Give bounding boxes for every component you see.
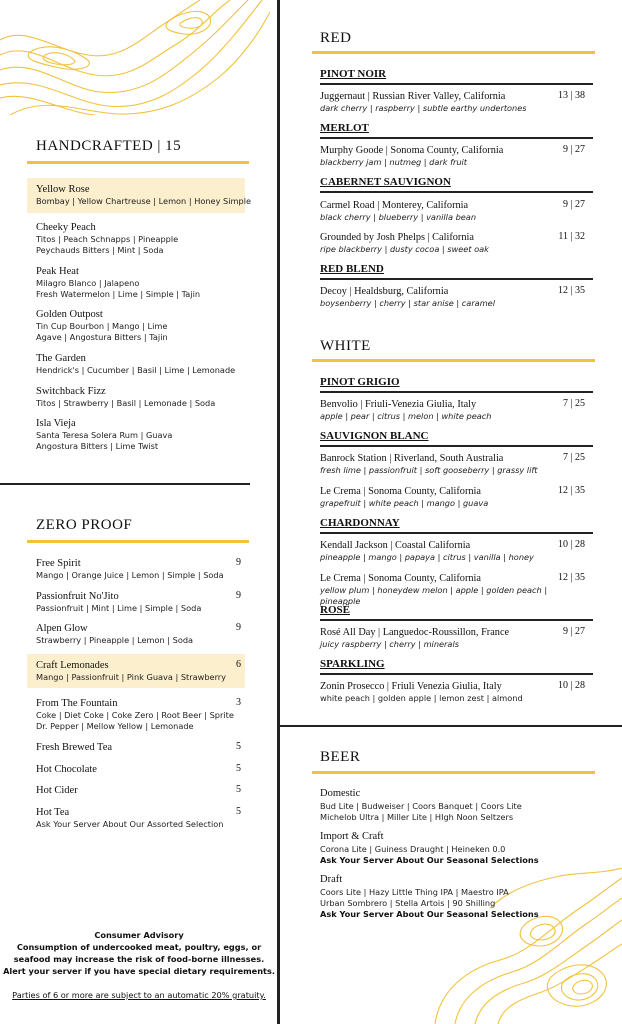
- beer-list: Bud Lite | Budweiser | Coors Banquet | Coors Lite: [320, 801, 522, 811]
- left-divider: [0, 483, 250, 485]
- zp-passionfruit-nojito: [36, 590, 241, 614]
- category-pinot-grigio: PINOT GRIGIO: [320, 376, 593, 393]
- wine-price: 9 | 27: [562, 626, 585, 637]
- wine-name: Zonin Prosecco | Friuli Venezia Giulia, Italy: [320, 681, 502, 692]
- cocktail-desc: Fresh Watermelon | Lime | Simple | Tajin: [36, 289, 201, 299]
- zero-proof-gold-bar: [27, 540, 249, 543]
- zp-free-spirit: [36, 557, 241, 581]
- zp-name: Hot Tea: [36, 807, 70, 818]
- zp-price: 5: [236, 763, 241, 774]
- advisory-line: Consumption of undercooked meat, poultry, eggs, or: [16, 942, 262, 952]
- wine-name: Murphy Goode | Sonoma County, California: [320, 145, 504, 156]
- beer-group-name: Import & Craft: [320, 831, 384, 842]
- wine-notes: black cherry | blueberry | vanilla bean: [320, 212, 477, 222]
- beer-title: BEER: [320, 749, 361, 765]
- beer-group-name: Domestic: [320, 788, 361, 799]
- wine-price: 7 | 25: [562, 452, 585, 463]
- wine-row: [320, 680, 585, 704]
- category-merlot: MERLOT: [320, 122, 593, 139]
- cocktail-name: Cheeky Peach: [36, 222, 96, 233]
- topo-decoration-top: [0, 0, 270, 115]
- handcrafted-gold-bar: [27, 161, 249, 164]
- cocktail-isla-vieja: [36, 417, 172, 452]
- zp-name: Passionfruit No'Jito: [36, 591, 119, 602]
- wine-row: [320, 90, 585, 114]
- zp-hot-chocolate: [36, 763, 241, 776]
- right-column: [280, 0, 622, 1024]
- cocktail-desc: Peychauds Bitters | Mint | Soda: [36, 245, 164, 255]
- wine-row: [320, 199, 585, 223]
- zp-name: Hot Cider: [36, 785, 78, 796]
- zp-price: 6: [236, 659, 241, 670]
- zp-fresh-brewed-tea: [36, 741, 241, 754]
- beer-note: Ask Your Server About Our Seasonal Selections: [320, 909, 539, 919]
- category-pinot-noir: PINOT NOIR: [320, 68, 593, 85]
- right-divider: [280, 725, 622, 727]
- wine-row: [320, 539, 585, 563]
- cocktail-desc: Hendrick's | Cucumber | Basil | Lime | Lemonade: [36, 365, 236, 375]
- wine-notes: grapefruit | white peach | mango | guava: [320, 498, 489, 508]
- cocktail-desc: Angostura Bitters | Lime Twist: [36, 441, 159, 451]
- cocktail-the-garden: [36, 352, 235, 376]
- wine-notes: boysenberry | cherry | star anise | caramel: [320, 298, 495, 308]
- cocktail-yellow-rose: [36, 183, 251, 207]
- wine-name: Le Crema | Sonoma County, California: [320, 486, 481, 497]
- wine-row: [320, 572, 585, 607]
- category-sauvignon-blanc: SAUVIGNON BLANC: [320, 430, 593, 447]
- red-title: RED: [320, 30, 352, 46]
- wine-notes: apple | pear | citrus | melon | white peach: [320, 411, 492, 421]
- wine-notes: yellow plum | honeydew melon | apple | golden peach | pineapple: [320, 585, 548, 606]
- wine-row: [320, 485, 585, 509]
- wine-row: [320, 626, 585, 650]
- white-title: WHITE: [320, 338, 371, 354]
- wine-price: 11 | 32: [558, 231, 585, 242]
- wine-name: Grounded by Josh Phelps | California: [320, 232, 474, 243]
- cocktail-name: Switchback Fizz: [36, 386, 106, 397]
- zp-hot-cider: [36, 784, 241, 797]
- cocktail-desc: Agave | Angostura Bitters | Tajin: [36, 332, 168, 342]
- wine-price: 9 | 27: [562, 199, 585, 210]
- zp-desc: Coke | Diet Coke | Coke Zero | Root Beer | Sprite: [36, 710, 234, 720]
- wine-price: 10 | 28: [557, 680, 585, 691]
- category-rose: ROSÉ: [320, 604, 593, 621]
- category-cabernet-sauvignon: CABERNET SAUVIGNON: [320, 176, 593, 193]
- cocktail-switchback-fizz: [36, 385, 215, 409]
- cocktail-name: The Garden: [36, 353, 86, 364]
- wine-name: Kendall Jackson | Coastal California: [320, 540, 471, 551]
- zp-price: 9: [236, 590, 241, 601]
- cocktail-desc: Titos | Peach Schnapps | Pineapple: [36, 234, 179, 244]
- wine-name: Benvolio | Friuli-Venezia Giulia, Italy: [320, 399, 477, 410]
- wine-row: [320, 285, 585, 309]
- wine-row: [320, 231, 585, 255]
- zero-proof-title: ZERO PROOF: [36, 517, 133, 533]
- wine-notes: ripe blackberry | dusty cocoa | sweet oak: [320, 244, 489, 254]
- wine-name: Rosé All Day | Languedoc-Roussillon, France: [320, 627, 510, 638]
- zp-hot-tea: [36, 806, 241, 830]
- zp-desc: Ask Your Server About Our Assorted Selection: [36, 819, 224, 829]
- wine-notes: dark cherry | raspberry | subtle earthy undertones: [320, 103, 527, 113]
- wine-notes: blackberry jam | nutmeg | dark fruit: [320, 157, 467, 167]
- beer-list: Urban Sombrero | Stella Artois | 90 Shilling: [320, 898, 496, 908]
- advisory-line: seafood may increase the risk of food-borne illnesses.: [13, 954, 265, 964]
- zp-desc: Passionfruit | Mint | Lime | Simple | Soda: [36, 603, 202, 613]
- zp-name: Craft Lemonades: [36, 660, 109, 671]
- wine-name: Juggernaut | Russian River Valley, California: [320, 91, 506, 102]
- advisory-line: Alert your server if you have special dietary requirements.: [3, 966, 275, 976]
- wine-price: 9 | 27: [562, 144, 585, 155]
- zp-name: Free Spirit: [36, 558, 81, 569]
- beer-group-name: Draft: [320, 874, 343, 885]
- gratuity-note: Parties of 6 or more are subject to an automatic 20% gratuity.: [12, 990, 266, 1000]
- zp-name: Fresh Brewed Tea: [36, 742, 113, 753]
- zp-price: 9: [236, 557, 241, 568]
- zp-price: 9: [236, 622, 241, 633]
- zp-desc: Mango | Orange Juice | Lemon | Simple | Soda: [36, 570, 224, 580]
- zp-desc: Dr. Pepper | Mellow Yellow | Lemonade: [36, 721, 194, 731]
- wine-name: Carmel Road | Monterey, California: [320, 200, 469, 211]
- cocktail-peak-heat: [36, 265, 200, 300]
- white-gold-bar: [312, 359, 595, 362]
- category-sparkling: SPARKLING: [320, 658, 593, 675]
- zp-desc: Mango | Passionfruit | Pink Guava | Strawberry: [36, 672, 227, 682]
- zp-price: 5: [236, 741, 241, 752]
- cocktail-name: Yellow Rose: [36, 184, 90, 195]
- zp-name: From The Fountain: [36, 698, 118, 709]
- cocktail-desc: Milagro Blanco | Jalapeno: [36, 278, 140, 288]
- wine-price: 12 | 35: [557, 285, 585, 296]
- wine-row: [320, 144, 585, 168]
- beer-note: Ask Your Server About Our Seasonal Selections: [320, 855, 539, 865]
- wine-notes: juicy raspberry | cherry | minerals: [320, 639, 459, 649]
- wine-row: [320, 452, 585, 476]
- cocktail-desc: Titos | Strawberry | Basil | Lemonade | Soda: [36, 398, 216, 408]
- zp-from-the-fountain: [36, 697, 241, 732]
- zp-price: 3: [236, 697, 241, 708]
- wine-name: Decoy | Healdsburg, California: [320, 286, 449, 297]
- wine-price: 12 | 35: [557, 572, 585, 583]
- cocktail-name: Isla Vieja: [36, 418, 76, 429]
- beer-gold-bar: [312, 771, 595, 774]
- handcrafted-title: HANDCRAFTED | 15: [36, 138, 182, 154]
- beer-list: Corona Lite | Guiness Draught | Heineken 0.0: [320, 844, 506, 854]
- cocktail-golden-outpost: [36, 308, 168, 343]
- zp-alpen-glow: [36, 622, 241, 646]
- cocktail-name: Peak Heat: [36, 266, 79, 277]
- cocktail-name: Golden Outpost: [36, 309, 103, 320]
- cocktail-desc: Tin Cup Bourbon | Mango | Lime: [36, 321, 168, 331]
- zp-name: Alpen Glow: [36, 623, 88, 634]
- wine-price: 12 | 35: [557, 485, 585, 496]
- red-gold-bar: [312, 51, 595, 54]
- wine-notes: fresh lime | passionfruit | soft gooseberry | grassy lift: [320, 465, 538, 475]
- wine-price: 7 | 25: [562, 398, 585, 409]
- advisory-heading: Consumer Advisory: [94, 930, 184, 940]
- category-chardonnay: CHARDONNAY: [320, 517, 593, 534]
- wine-notes: pineapple | mango | papaya | citrus | vanilla | honey: [320, 552, 534, 562]
- left-column: [0, 0, 278, 1024]
- zp-price: 5: [236, 806, 241, 817]
- beer-list: Michelob Ultra | Miller Lite | HIgh Noon Seltzers: [320, 812, 514, 822]
- category-red-blend: RED BLEND: [320, 263, 593, 280]
- zp-name: Hot Chocolate: [36, 764, 97, 775]
- wine-notes: white peach | golden apple | lemon zest | almond: [320, 693, 523, 703]
- zp-price: 5: [236, 784, 241, 795]
- zp-desc: Strawberry | Pineapple | Lemon | Soda: [36, 635, 194, 645]
- beer-list: Coors Lite | Hazy Little Thing IPA | Maestro IPA: [320, 887, 509, 897]
- wine-price: 10 | 28: [557, 539, 585, 550]
- wine-price: 13 | 38: [557, 90, 585, 101]
- zp-craft-lemonades: [36, 659, 241, 683]
- wine-row: [320, 398, 585, 422]
- wine-name: Banrock Station | Riverland, South Australia: [320, 453, 504, 464]
- cocktail-desc: Bombay | Yellow Chartreuse | Lemon | Honey Simple: [36, 196, 251, 206]
- cocktail-desc: Santa Teresa Solera Rum | Guava: [36, 430, 173, 440]
- wine-name: Le Crema | Sonoma County, California: [320, 573, 481, 584]
- cocktail-cheeky-peach: [36, 221, 178, 256]
